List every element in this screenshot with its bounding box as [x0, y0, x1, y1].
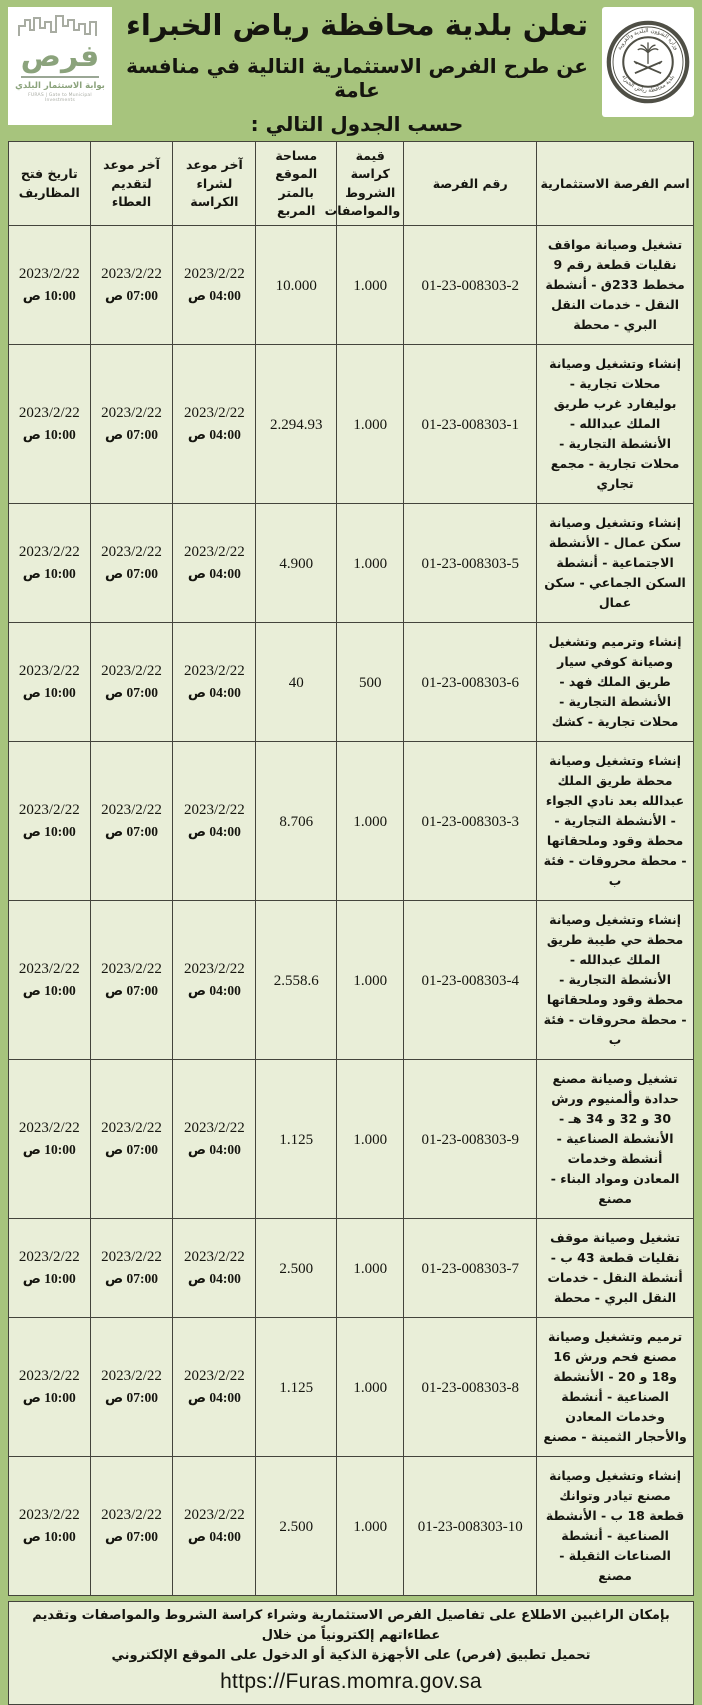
cell-bid-submission-deadline: 2023/2/22 07:00 ص [90, 225, 173, 344]
cell-booklet-purchase-deadline: 2023/2/22 04:00 ص [173, 225, 256, 344]
cell-opportunity-number: 01-23-008303-1 [404, 344, 537, 503]
cell-opportunity-name: تشغيل وصيانة موقف نقليات قطعة 43 ب - أنشطة النقل - خدمات النقل البري - محطة [537, 1218, 694, 1317]
announcement-titles [112, 7, 602, 136]
cell-bid-submission-deadline: 2023/2/22 07:00 ص [90, 1059, 173, 1218]
skyline-icon [17, 13, 103, 37]
cell-booklet-purchase-deadline: 2023/2/22 04:00 ص [173, 1218, 256, 1317]
furas-tagline: بوابة الاستثمار البلدي [15, 80, 105, 91]
cell-booklet-purchase-deadline: 2023/2/22 04:00 ص [173, 900, 256, 1059]
cell-opportunity-number: 01-23-008303-10 [404, 1456, 537, 1595]
cell-envelope-opening-date: 2023/2/22 10:00 ص [9, 1456, 91, 1595]
cell-opportunity-number: 01-23-008303-2 [404, 225, 537, 344]
cell-site-area: 2.294.93 [256, 344, 337, 503]
cell-envelope-opening-date: 2023/2/22 10:00 ص [9, 741, 91, 900]
cell-opportunity-number: 01-23-008303-7 [404, 1218, 537, 1317]
cell-envelope-opening-date: 2023/2/22 10:00 ص [9, 622, 91, 741]
cell-bid-submission-deadline: 2023/2/22 07:00 ص [90, 622, 173, 741]
cell-bid-submission-deadline: 2023/2/22 07:00 ص [90, 1317, 173, 1456]
cell-booklet-price: 1.000 [337, 741, 404, 900]
footer-line-2-text: تحميل تطبيق (فرص) على الأجهزة الذكية أو الدخول على الموقع الإلكتروني [111, 1648, 591, 1664]
cell-booklet-price: 1.000 [337, 225, 404, 344]
cell-opportunity-number: 01-23-008303-3 [404, 741, 537, 900]
cell-envelope-opening-date: 2023/2/22 10:00 ص [9, 1317, 91, 1456]
table-row [9, 1317, 694, 1456]
cell-booklet-purchase-deadline: 2023/2/22 04:00 ص [173, 1059, 256, 1218]
cell-bid-submission-deadline: 2023/2/22 07:00 ص [90, 900, 173, 1059]
table-row [9, 344, 694, 503]
cell-site-area: 1.125 [256, 1059, 337, 1218]
furas-logo [8, 7, 112, 125]
cell-bid-submission-deadline: 2023/2/22 07:00 ص [90, 503, 173, 622]
cell-opportunity-number: 01-23-008303-4 [404, 900, 537, 1059]
table-header-row [9, 142, 694, 226]
cell-bid-submission-deadline: 2023/2/22 07:00 ص [90, 1218, 173, 1317]
cell-opportunity-name: تشغيل وصيانة مصنع حدادة وألمنيوم ورش 30 و 32 و 34 هـ - الأنشطة الصناعية - أنشطة وخدمات المعادن ومواد البناء - مصنع [537, 1059, 694, 1218]
palm-swords-icon [634, 42, 662, 73]
page-title: تعلن بلدية محافظة رياض الخبراء [126, 8, 588, 42]
table-row [9, 503, 694, 622]
cell-booklet-price: 500 [337, 622, 404, 741]
cell-envelope-opening-date: 2023/2/22 10:00 ص [9, 1218, 91, 1317]
cell-opportunity-name: إنشاء وتشغيل وصيانة محطة حي طيبة طريق الملك عبدالله - الأنشطة التجارية - محطة وقود وملحقاتها - محطة محروقات - فئة ب [537, 900, 694, 1059]
announcement-header [8, 7, 694, 136]
cell-envelope-opening-date: 2023/2/22 10:00 ص [9, 344, 91, 503]
table-row [9, 1218, 694, 1317]
cell-site-area: 2.500 [256, 1218, 337, 1317]
ministry-seal-icon [606, 14, 690, 110]
opportunities-tbody [9, 225, 694, 1595]
footer-line-2 [17, 1646, 685, 1699]
cell-site-area: 1.125 [256, 1317, 337, 1456]
cell-opportunity-number: 01-23-008303-6 [404, 622, 537, 741]
cell-booklet-price: 1.000 [337, 1456, 404, 1595]
cell-booklet-price: 1.000 [337, 503, 404, 622]
cell-booklet-price: 1.000 [337, 344, 404, 503]
cell-booklet-purchase-deadline: 2023/2/22 04:00 ص [173, 741, 256, 900]
cell-opportunity-name: إنشاء وترميم وتشغيل وصيانة كوفي سيار طريق الملك فهد - الأنشطة التجارية - محلات تجارية - كشك [537, 622, 694, 741]
announcement-footer [8, 1601, 694, 1705]
cell-bid-submission-deadline: 2023/2/22 07:00 ص [90, 741, 173, 900]
cell-booklet-price: 1.000 [337, 1317, 404, 1456]
cell-bid-submission-deadline: 2023/2/22 07:00 ص [90, 1456, 173, 1595]
table-row [9, 1456, 694, 1595]
cell-site-area: 10.000 [256, 225, 337, 344]
table-row [9, 225, 694, 344]
header-booklet-purchase-deadline: آخر موعد لشراء الكراسة [173, 142, 256, 226]
header-opportunity-number: رقم الفرصة [404, 142, 537, 226]
cell-booklet-price: 1.000 [337, 1059, 404, 1218]
page-subtitle-2: حسب الجدول التالي : [250, 112, 464, 137]
header-site-area: مساحة الموقع بالمتر المربع [256, 142, 337, 226]
cell-booklet-price: 1.000 [337, 1218, 404, 1317]
cell-opportunity-name: تشغيل وصيانة مواقف نقليات قطعة رقم 9 مخطط 233ق - أنشطة النقل - خدمات النقل البري - محطة [537, 225, 694, 344]
cell-opportunity-number: 01-23-008303-9 [404, 1059, 537, 1218]
header-booklet-price: قيمة كراسة الشروط والمواصفات [337, 142, 404, 226]
cell-site-area: 8.706 [256, 741, 337, 900]
header-opportunity-name: اسم الفرصة الاستثمارية [537, 142, 694, 226]
municipality-seal [602, 7, 694, 117]
cell-opportunity-number: 01-23-008303-5 [404, 503, 537, 622]
cell-opportunity-number: 01-23-008303-8 [404, 1317, 537, 1456]
cell-envelope-opening-date: 2023/2/22 10:00 ص [9, 503, 91, 622]
header-envelope-opening-date: تاريخ فتح المظاريف [9, 142, 91, 226]
cell-opportunity-name: إنشاء وتشغيل وصيانة محلات تجارية - بوليفارد غرب طريق الملك عبدالله - الأنشطة التجارية - محلات تجارية - مجمع تجاري [537, 344, 694, 503]
furas-divider [21, 76, 99, 78]
cell-site-area: 2.500 [256, 1456, 337, 1595]
cell-envelope-opening-date: 2023/2/22 10:00 ص [9, 225, 91, 344]
cell-envelope-opening-date: 2023/2/22 10:00 ص [9, 1059, 91, 1218]
table-row [9, 622, 694, 741]
cell-booklet-price: 1.000 [337, 900, 404, 1059]
cell-booklet-purchase-deadline: 2023/2/22 04:00 ص [173, 503, 256, 622]
svg-text:وزارة الشؤون البلدية والقروية: وزارة الشؤون البلدية والقروية [616, 28, 680, 52]
cell-opportunity-name: إنشاء وتشغيل وصيانة محطة طريق الملك عبدالله بعد نادي الجواء - الأنشطة التجارية - محطة وقود وملحقاتها - محطة محروقات - فئة ب [537, 741, 694, 900]
footer-line-1: بإمكان الراغبين الاطلاع على تفاصيل الفرص الاستثمارية وشراء كراسة الشروط والمواصفات وتقديم عطاءاتهم إلكترونياً من خلال [32, 1607, 670, 1643]
cell-opportunity-name: إنشاء وتشغيل وصيانة مصنع تيادر وتوانك قطعة 18 ب - الأنشطة الصناعية - أنشطة الصناعات الثقيلة - مصنع [537, 1456, 694, 1595]
cell-booklet-purchase-deadline: 2023/2/22 04:00 ص [173, 1456, 256, 1595]
cell-site-area: 4.900 [256, 503, 337, 622]
table-row [9, 741, 694, 900]
furas-url: https://Furas.momra.gov.sa [220, 1670, 482, 1694]
cell-opportunity-name: إنشاء وتشغيل وصيانة سكن عمال - الأنشطة الاجتماعية - أنشطة السكن الجماعي - سكن عمال [537, 503, 694, 622]
cell-booklet-purchase-deadline: 2023/2/22 04:00 ص [173, 1317, 256, 1456]
table-row [9, 1059, 694, 1218]
opportunities-table [8, 141, 694, 1596]
furas-wordmark: فرص [20, 39, 100, 74]
cell-site-area: 40 [256, 622, 337, 741]
cell-booklet-purchase-deadline: 2023/2/22 04:00 ص [173, 344, 256, 503]
cell-booklet-purchase-deadline: 2023/2/22 04:00 ص [173, 622, 256, 741]
cell-bid-submission-deadline: 2023/2/22 07:00 ص [90, 344, 173, 503]
furas-tagline-en: FURAS | Gate to Municipal Investments [28, 92, 92, 103]
page-subtitle: عن طرح الفرص الاستثمارية التالية في منافسة عامة [126, 54, 588, 103]
cell-site-area: 2.558.6 [256, 900, 337, 1059]
header-bid-submission-deadline: آخر موعد لتقديم العطاء [90, 142, 173, 226]
cell-opportunity-name: ترميم وتشغيل وصيانة مصنع فحم ورش 16 و18 و 20 - الأنشطة الصناعية - أنشطة وخدمات المعادن والأحجار الثمينة - مصنع [537, 1317, 694, 1456]
svg-text:بلدية محافظة رياض الخبراء: بلدية محافظة رياض الخبراء [620, 74, 676, 94]
cell-envelope-opening-date: 2023/2/22 10:00 ص [9, 900, 91, 1059]
table-row [9, 900, 694, 1059]
